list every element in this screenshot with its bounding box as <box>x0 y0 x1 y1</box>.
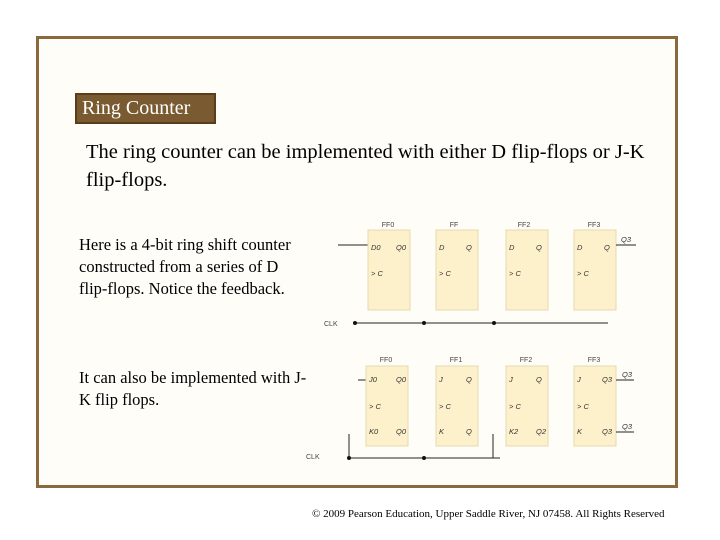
pin-clock: > C <box>439 402 451 411</box>
pin-d: D <box>439 243 445 252</box>
d-ring-counter-diagram <box>318 215 648 335</box>
pin-clock: > C <box>369 402 381 411</box>
ff-label: FF2 <box>517 222 531 229</box>
q3-output-label: Q3 <box>622 370 633 379</box>
pin-d: D <box>577 243 583 252</box>
clock-label: CLK <box>306 454 320 461</box>
pin-k: K <box>577 427 583 436</box>
d-flipflop-description: Here is a 4-bit ring shift counter constructed from a series of D flip-flops. Notice the feedback. <box>79 235 291 298</box>
intro-text: The ring counter can be implemented with either D flip-flops or J-K flip-flops. <box>86 141 645 191</box>
pin-q-bar: Q <box>466 427 472 436</box>
pin-d: D0 <box>371 243 381 252</box>
q3-bar-output-label: Q3 <box>622 422 633 431</box>
clock-label: CLK <box>324 321 338 328</box>
q3-output-label: Q3 <box>621 235 632 244</box>
ff-label: FF3 <box>587 222 601 229</box>
ff-label: FF0 <box>379 357 393 364</box>
clock-junction <box>353 321 357 325</box>
pin-q: Q <box>466 243 472 252</box>
pin-q-bar: Q0 <box>396 427 407 436</box>
ff-label: FF <box>449 222 459 229</box>
pin-q: Q3 <box>602 375 613 384</box>
pin-clock: > C <box>509 402 521 411</box>
pin-k: K0 <box>369 427 379 436</box>
pin-j: J <box>439 375 443 384</box>
clock-junction <box>492 321 496 325</box>
pin-q: Q <box>536 375 542 384</box>
pin-j: J <box>509 375 513 384</box>
pin-q-bar: Q3 <box>602 427 613 436</box>
pin-clock: > C <box>371 269 383 278</box>
pin-d: D <box>509 243 515 252</box>
ff-label: FF1 <box>449 357 463 364</box>
copyright-notice: © 2009 Pearson Education, Upper Saddle River, NJ 07458. All Rights Reserved <box>312 508 665 520</box>
pin-clock: > C <box>509 269 521 278</box>
pin-j: J0 <box>369 375 377 384</box>
slide-title: Ring Counter <box>75 93 216 124</box>
pin-k: K <box>439 427 445 436</box>
clock-junction <box>347 456 351 460</box>
pin-k: K2 <box>509 427 519 436</box>
ff-label: FF2 <box>519 357 533 364</box>
pin-q: Q0 <box>396 243 407 252</box>
pin-q: Q <box>604 243 610 252</box>
ff-label: FF0 <box>381 222 395 229</box>
pin-clock: > C <box>577 402 589 411</box>
pin-q: Q0 <box>396 375 407 384</box>
clock-junction <box>422 321 426 325</box>
ff-label: FF3 <box>587 357 601 364</box>
clock-junction <box>422 456 426 460</box>
jk-flipflop-description: It can also be implemented with J-K flip flops. <box>79 368 307 409</box>
pin-clock: > C <box>439 269 451 278</box>
pin-q: Q <box>536 243 542 252</box>
pin-q: Q <box>466 375 472 384</box>
pin-j: J <box>577 375 581 384</box>
pin-q-bar: Q2 <box>536 427 547 436</box>
jk-ring-counter-diagram <box>300 352 648 467</box>
pin-clock: > C <box>577 269 589 278</box>
